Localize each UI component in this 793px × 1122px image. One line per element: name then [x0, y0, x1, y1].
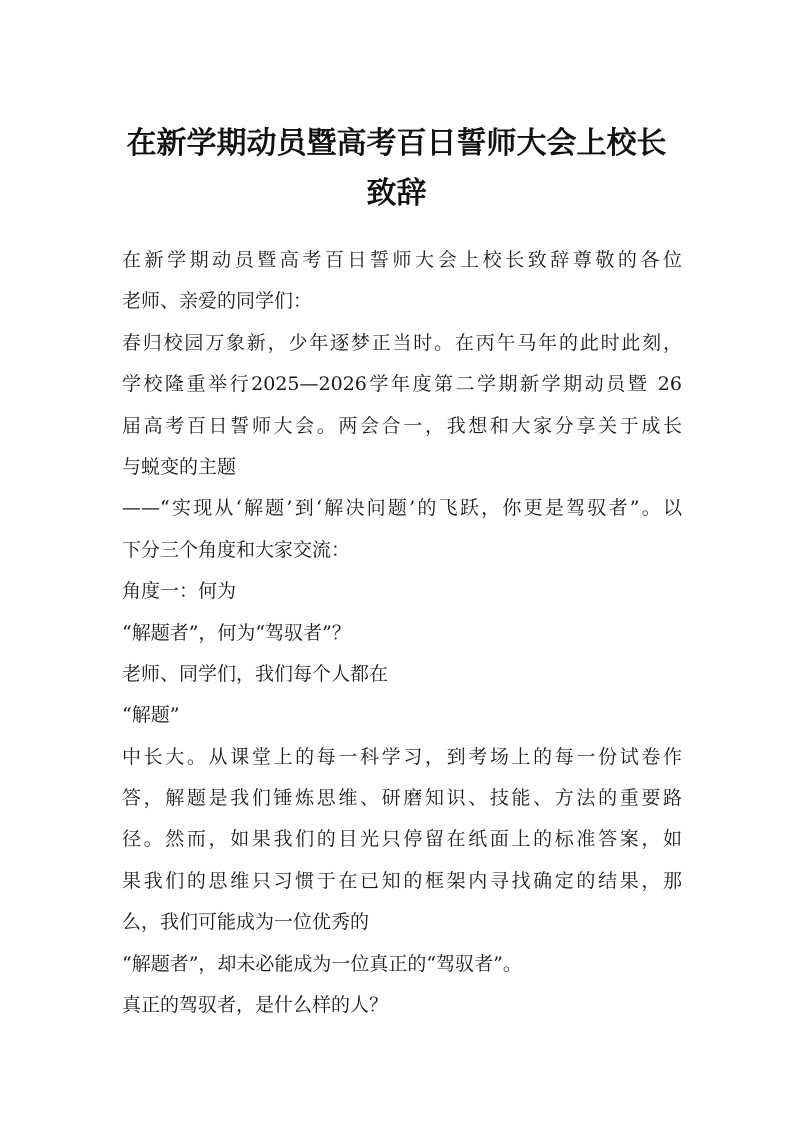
- paragraph-line: 么，我们可能成为一位优秀的: [122, 911, 370, 934]
- paragraph-line: “解题者”，何为“驾驭者”？: [122, 621, 351, 644]
- paragraph-line: 与蜕变的主题: [122, 455, 237, 478]
- paragraph-line: 中长大。从课堂上的每一科学习，到考场上的每一份试卷作: [122, 745, 682, 768]
- paragraph-line: 真正的驾驭者，是什么样的人？: [122, 994, 389, 1017]
- paragraph-line: 径。然而，如果我们的目光只停留在纸面上的标准答案，如: [122, 828, 682, 851]
- paragraph-line: 春归校园万象新，少年逐梦正当时。在丙午马年的此时此刻，: [122, 331, 682, 354]
- document-title-line-1: 在新学期动员暨高考百日誓师大会上校长: [126, 126, 667, 161]
- paragraph-line: ——“实现从‘解题’到‘解决问题’的飞跃，你更是驾驭者”。以: [122, 497, 682, 520]
- document-body: [122, 240, 682, 1026]
- paragraph-line: 果我们的思维只习惯于在已知的框架内寻找确定的结果，那: [122, 869, 682, 892]
- paragraph-line: 下分三个角度和大家交流：: [122, 538, 351, 561]
- paragraph-line: “解题”: [122, 704, 180, 727]
- paragraph-line: 在新学期动员暨高考百日誓师大会上校长致辞尊敬的各位: [122, 249, 682, 271]
- paragraph-line: 届高考百日誓师大会。两会合一，我想和大家分享关于成长: [122, 414, 682, 437]
- paragraph-line: 角度一：何为: [122, 580, 237, 603]
- document-title-line-2: 致辞: [366, 176, 427, 211]
- paragraph-line: 老师、亲爱的同学们：: [122, 290, 313, 313]
- paragraph-line: 答，解题是我们锤炼思维、研磨知识、技能、方法的重要路: [122, 787, 682, 810]
- paragraph-line: “解题者”，却未必能成为一位真正的“驾驭者”。: [122, 952, 522, 975]
- paragraph-line: 学校隆重举行2025—2026学年度第二学期新学期动员暨 26: [122, 373, 682, 396]
- paragraph-line: 老师、同学们，我们每个人都在: [122, 662, 389, 685]
